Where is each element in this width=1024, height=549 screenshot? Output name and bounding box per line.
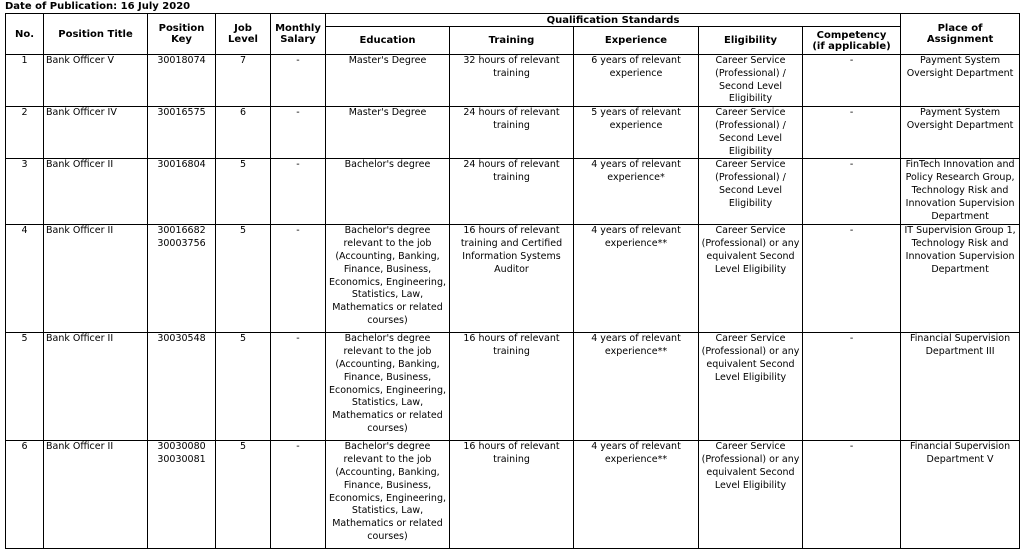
cell-job-level: 5 <box>216 333 271 441</box>
cell-education: Master's Degree <box>326 55 450 107</box>
cell-competency: - <box>803 159 901 225</box>
position-key-value: 30016804 <box>157 159 206 171</box>
header-position-key: Position Key <box>148 14 216 55</box>
cell-experience: 4 years of relevant experience** <box>574 441 699 549</box>
cell-experience: 6 years of relevant experience <box>574 55 699 107</box>
header-education: Education <box>326 27 450 55</box>
cell-training: 24 hours of relevant training <box>450 159 574 225</box>
header-training: Training <box>450 27 574 55</box>
table-row <box>6 441 1020 549</box>
cell-competency: - <box>803 107 901 159</box>
cell-place-of-assignment: Payment System Oversight Department <box>901 55 1020 107</box>
cell-training: 16 hours of relevant training <box>450 333 574 441</box>
cell-position-key <box>148 55 216 107</box>
cell-experience: 4 years of relevant experience** <box>574 225 699 333</box>
header-competency-note: (if applicable) <box>812 40 891 52</box>
cell-place-of-assignment: Financial Supervision Department V <box>901 441 1020 549</box>
cell-training: 24 hours of relevant training <box>450 107 574 159</box>
table-row <box>6 159 1020 225</box>
cell-experience: 4 years of relevant experience* <box>574 159 699 225</box>
cell-position-key <box>148 107 216 159</box>
cell-position-title: Bank Officer V <box>44 55 148 107</box>
position-key-value: 30003756 <box>157 238 206 250</box>
cell-no: 3 <box>6 159 44 225</box>
cell-position-title: Bank Officer II <box>44 159 148 225</box>
cell-education: Bachelor's degree relevant to the job (Accounting, Banking, Finance, Business, Economics, Engineering, Statistics, Law, Mathematics or related courses) <box>326 225 450 333</box>
table-row <box>6 333 1020 441</box>
cell-training: 32 hours of relevant training <box>450 55 574 107</box>
cell-education: Bachelor's degree <box>326 159 450 225</box>
cell-experience: 4 years of relevant experience** <box>574 333 699 441</box>
cell-position-title: Bank Officer IV <box>44 107 148 159</box>
cell-eligibility: Career Service (Professional) or any equivalent Second Level Eligibility <box>699 441 803 549</box>
header-competency-label: Competency <box>816 29 887 41</box>
header-experience: Experience <box>574 27 699 55</box>
cell-eligibility: Career Service (Professional) / Second Level Eligibility <box>699 55 803 107</box>
cell-eligibility: Career Service (Professional) / Second Level Eligibility <box>699 107 803 159</box>
header-eligibility: Eligibility <box>699 27 803 55</box>
cell-job-level: 5 <box>216 441 271 549</box>
position-key-value: 30018074 <box>157 55 206 66</box>
cell-no: 2 <box>6 107 44 159</box>
cell-position-key <box>148 159 216 225</box>
cell-monthly-salary: - <box>271 55 326 107</box>
header-position-title: Position Title <box>44 14 148 55</box>
header-place-of-assignment: Place of Assignment <box>901 14 1020 55</box>
cell-position-key <box>148 441 216 549</box>
cell-place-of-assignment: FinTech Innovation and Policy Research Group, Technology Risk and Innovation Supervision Department <box>901 159 1020 225</box>
cell-no: 4 <box>6 225 44 333</box>
table-row <box>6 55 1020 107</box>
cell-position-title: Bank Officer II <box>44 225 148 333</box>
publication-date: Date of Publication: 16 July 2020 <box>5 1 191 12</box>
cell-position-title: Bank Officer II <box>44 441 148 549</box>
header-qualification-standards: Qualification Standards <box>326 14 901 27</box>
cell-job-level: 5 <box>216 225 271 333</box>
cell-monthly-salary: - <box>271 225 326 333</box>
cell-experience: 5 years of relevant experience <box>574 107 699 159</box>
cell-no: 5 <box>6 333 44 441</box>
table-row <box>6 107 1020 159</box>
cell-place-of-assignment: IT Supervision Group 1, Technology Risk and Innovation Supervision Department <box>901 225 1020 333</box>
cell-monthly-salary: - <box>271 107 326 159</box>
cell-no: 1 <box>6 55 44 107</box>
header-competency <box>803 27 901 55</box>
cell-job-level: 5 <box>216 159 271 225</box>
cell-education: Bachelor's degree relevant to the job (Accounting, Banking, Finance, Business, Economics, Engineering, Statistics, Law, Mathematics or related courses) <box>326 441 450 549</box>
cell-no: 6 <box>6 441 44 549</box>
table-body <box>6 55 1020 549</box>
position-key-value: 30030081 <box>157 454 206 466</box>
position-key-value: 30030548 <box>157 333 206 345</box>
cell-education: Bachelor's degree relevant to the job (Accounting, Banking, Finance, Business, Economics, Engineering, Statistics, Law, Mathematics or related courses) <box>326 333 450 441</box>
cell-competency: - <box>803 441 901 549</box>
header-job-level: Job Level <box>216 14 271 55</box>
table-row <box>6 225 1020 333</box>
cell-position-key <box>148 333 216 441</box>
cell-monthly-salary: - <box>271 333 326 441</box>
position-key-value: 30016575 <box>157 107 206 119</box>
cell-monthly-salary: - <box>271 159 326 225</box>
cell-place-of-assignment: Financial Supervision Department III <box>901 333 1020 441</box>
position-key-value: 30030080 <box>157 441 206 453</box>
cell-position-title: Bank Officer II <box>44 333 148 441</box>
job-vacancy-table <box>5 13 1020 549</box>
cell-competency: - <box>803 333 901 441</box>
cell-competency: - <box>803 225 901 333</box>
cell-place-of-assignment: Payment System Oversight Department <box>901 107 1020 159</box>
header-monthly-salary: Monthly Salary <box>271 14 326 55</box>
cell-eligibility: Career Service (Professional) / Second Level Eligibility <box>699 159 803 225</box>
cell-job-level: 7 <box>216 55 271 107</box>
header-no: No. <box>6 14 44 55</box>
cell-monthly-salary: - <box>271 441 326 549</box>
cell-education: Master's Degree <box>326 107 450 159</box>
cell-eligibility: Career Service (Professional) or any equivalent Second Level Eligibility <box>699 333 803 441</box>
cell-training: 16 hours of relevant training and Certified Information Systems Auditor <box>450 225 574 333</box>
cell-eligibility: Career Service (Professional) or any equivalent Second Level Eligibility <box>699 225 803 333</box>
cell-training: 16 hours of relevant training <box>450 441 574 549</box>
cell-job-level: 6 <box>216 107 271 159</box>
position-key-value: 30016682 <box>157 225 206 237</box>
cell-competency: - <box>803 55 901 107</box>
cell-position-key <box>148 225 216 333</box>
